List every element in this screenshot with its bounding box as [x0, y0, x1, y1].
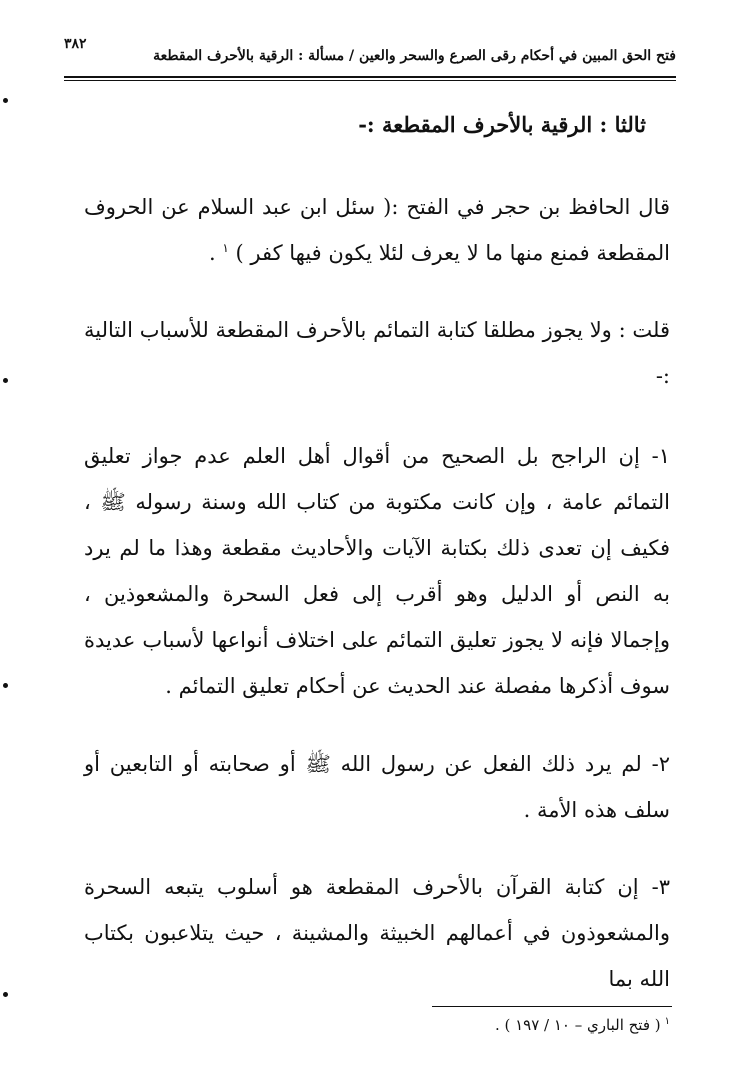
- running-header: [64, 36, 676, 72]
- paragraph-quote: [84, 184, 670, 276]
- margin-dot: [3, 378, 8, 383]
- paragraph-intro: قلت : ولا يجوز مطلقا كتابة التمائم بالأحرف المقطعة للأسباب التالية :-: [84, 318, 670, 388]
- footnote-mark: ١: [664, 1016, 670, 1027]
- margin-dot: [3, 683, 8, 688]
- paragraph-reason-2: ٢- لم يرد ذلك الفعل عن رسول الله ﷺ أو صحابته أو التابعين أو سلف هذه الأمة .: [84, 752, 670, 822]
- section-heading: ثالثا : الرقية بالأحرف المقطعة :-: [358, 112, 646, 137]
- footnote: [495, 1016, 670, 1034]
- paragraph-quote-text: قال الحافظ بن حجر في الفتح :( سئل ابن عبد السلام عن الحروف المقطعة فمنع منها ما لا يعرف لئلا يكون فيها كفر ): [84, 195, 670, 265]
- margin-dot: [3, 992, 8, 997]
- paragraph-reason-1: ١- إن الراجح بل الصحيح من أقوال أهل العلم عدم جواز تعليق التمائم عامة ، وإن كانت مكتوبة من كتاب الله وسنة رسوله ﷺ ، فكيف إن تعدى ذلك بكتابة الآيات والأحاديث مقطعة وهذا ما لم يرد به النص أو الدليل وهو أقرب إلى فعل السحرة والمشعوذين ، وإجمالا فإنه لا يجوز تعليق التمائم على اختلاف أنواعها لأسباب عديدة سوف أذكرها مفصلة عند الحديث عن أحكام تعليق التمائم .: [84, 444, 671, 698]
- footnote-divider: [432, 1006, 672, 1007]
- header-title: فتح الحق المبين في أحكام رقى الصرع والسحر والعين / مسألة : الرقية بالأحرف المقطعة: [153, 48, 676, 64]
- header-divider: [64, 76, 676, 81]
- footnote-reference: ١: [222, 241, 229, 255]
- paragraph-quote-tail: .: [208, 241, 223, 265]
- page-number: ٣٨٢: [64, 36, 87, 52]
- footnote-text: ( فتح الباري – ١٠ / ١٩٧ ) .: [494, 1016, 661, 1034]
- paragraph-reason-3: ٣- إن كتابة القرآن بالأحرف المقطعة هو أسلوب يتبعه السحرة والمشعوذون في أعمالهم الخبيثة والمشينة ، حيث يتلاعبون بكتاب الله بما: [84, 875, 670, 991]
- margin-dot: [3, 98, 8, 103]
